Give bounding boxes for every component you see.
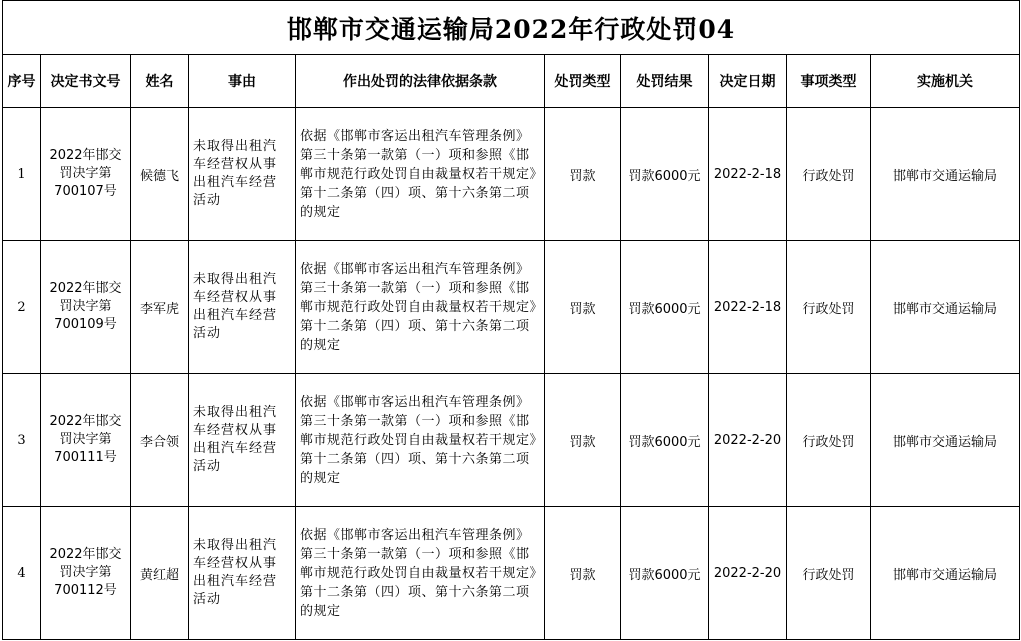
cell-penalty-type: 罚款 <box>545 374 621 507</box>
cell-date: 2022-2-18 <box>709 241 787 374</box>
table-row <box>3 507 1020 640</box>
header-penalty-type: 处罚类型 <box>545 55 621 108</box>
header-result: 处罚结果 <box>621 55 709 108</box>
cell-doc-no: 2022年邯交罚决字第700109号 <box>41 241 131 374</box>
cell-item-type: 行政处罚 <box>787 108 871 241</box>
cell-result: 罚款6000元 <box>621 507 709 640</box>
cell-name: 黄红超 <box>131 507 189 640</box>
cell-doc-no: 2022年邯交罚决字第700112号 <box>41 507 131 640</box>
cell-reason: 未取得出租汽车经营权从事出租汽车经营活动 <box>189 241 296 374</box>
cell-legal-basis: 依据《邯郸市客运出租汽车管理条例》第三十条第一款第（一）项和参照《邯郸市规范行政处罚自由裁量权若干规定》第十二条第（四）项、第十六条第二项的规定 <box>296 108 545 241</box>
cell-authority: 邯郸市交通运输局 <box>871 374 1020 507</box>
header-seq: 序号 <box>3 55 41 108</box>
cell-legal-basis: 依据《邯郸市客运出租汽车管理条例》第三十条第一款第（一）项和参照《邯郸市规范行政处罚自由裁量权若干规定》第十二条第（四）项、第十六条第二项的规定 <box>296 241 545 374</box>
cell-date: 2022-2-20 <box>709 507 787 640</box>
cell-date: 2022-2-20 <box>709 374 787 507</box>
cell-item-type: 行政处罚 <box>787 374 871 507</box>
cell-penalty-type: 罚款 <box>545 241 621 374</box>
header-date: 决定日期 <box>709 55 787 108</box>
header-row <box>3 55 1020 108</box>
cell-result: 罚款6000元 <box>621 374 709 507</box>
table-row <box>3 108 1020 241</box>
cell-name: 李合领 <box>131 374 189 507</box>
header-doc-no: 决定书文号 <box>41 55 131 108</box>
cell-authority: 邯郸市交通运输局 <box>871 108 1020 241</box>
cell-penalty-type: 罚款 <box>545 108 621 241</box>
cell-date: 2022-2-18 <box>709 108 787 241</box>
cell-authority: 邯郸市交通运输局 <box>871 241 1020 374</box>
cell-name: 李军虎 <box>131 241 189 374</box>
cell-seq: 3 <box>3 374 41 507</box>
cell-reason: 未取得出租汽车经营权从事出租汽车经营活动 <box>189 374 296 507</box>
page-title: 邯郸市交通运输局2022年行政处罚04 <box>3 1 1020 55</box>
cell-result: 罚款6000元 <box>621 108 709 241</box>
header-name: 姓名 <box>131 55 189 108</box>
cell-seq: 2 <box>3 241 41 374</box>
cell-doc-no: 2022年邯交罚决字第700107号 <box>41 108 131 241</box>
cell-item-type: 行政处罚 <box>787 241 871 374</box>
header-reason: 事由 <box>189 55 296 108</box>
cell-legal-basis: 依据《邯郸市客运出租汽车管理条例》第三十条第一款第（一）项和参照《邯郸市规范行政处罚自由裁量权若干规定》第十二条第（四）项、第十六条第二项的规定 <box>296 507 545 640</box>
header-legal-basis: 作出处罚的法律依据条款 <box>296 55 545 108</box>
table-row <box>3 374 1020 507</box>
cell-doc-no: 2022年邯交罚决字第700111号 <box>41 374 131 507</box>
cell-penalty-type: 罚款 <box>545 507 621 640</box>
table-row <box>3 241 1020 374</box>
cell-reason: 未取得出租汽车经营权从事出租汽车经营活动 <box>189 108 296 241</box>
cell-name: 候德飞 <box>131 108 189 241</box>
cell-seq: 1 <box>3 108 41 241</box>
cell-result: 罚款6000元 <box>621 241 709 374</box>
cell-seq: 4 <box>3 507 41 640</box>
cell-authority: 邯郸市交通运输局 <box>871 507 1020 640</box>
header-authority: 实施机关 <box>871 55 1020 108</box>
cell-legal-basis: 依据《邯郸市客运出租汽车管理条例》第三十条第一款第（一）项和参照《邯郸市规范行政处罚自由裁量权若干规定》第十二条第（四）项、第十六条第二项的规定 <box>296 374 545 507</box>
penalty-table <box>2 0 1020 640</box>
header-item-type: 事项类型 <box>787 55 871 108</box>
cell-reason: 未取得出租汽车经营权从事出租汽车经营活动 <box>189 507 296 640</box>
cell-item-type: 行政处罚 <box>787 507 871 640</box>
